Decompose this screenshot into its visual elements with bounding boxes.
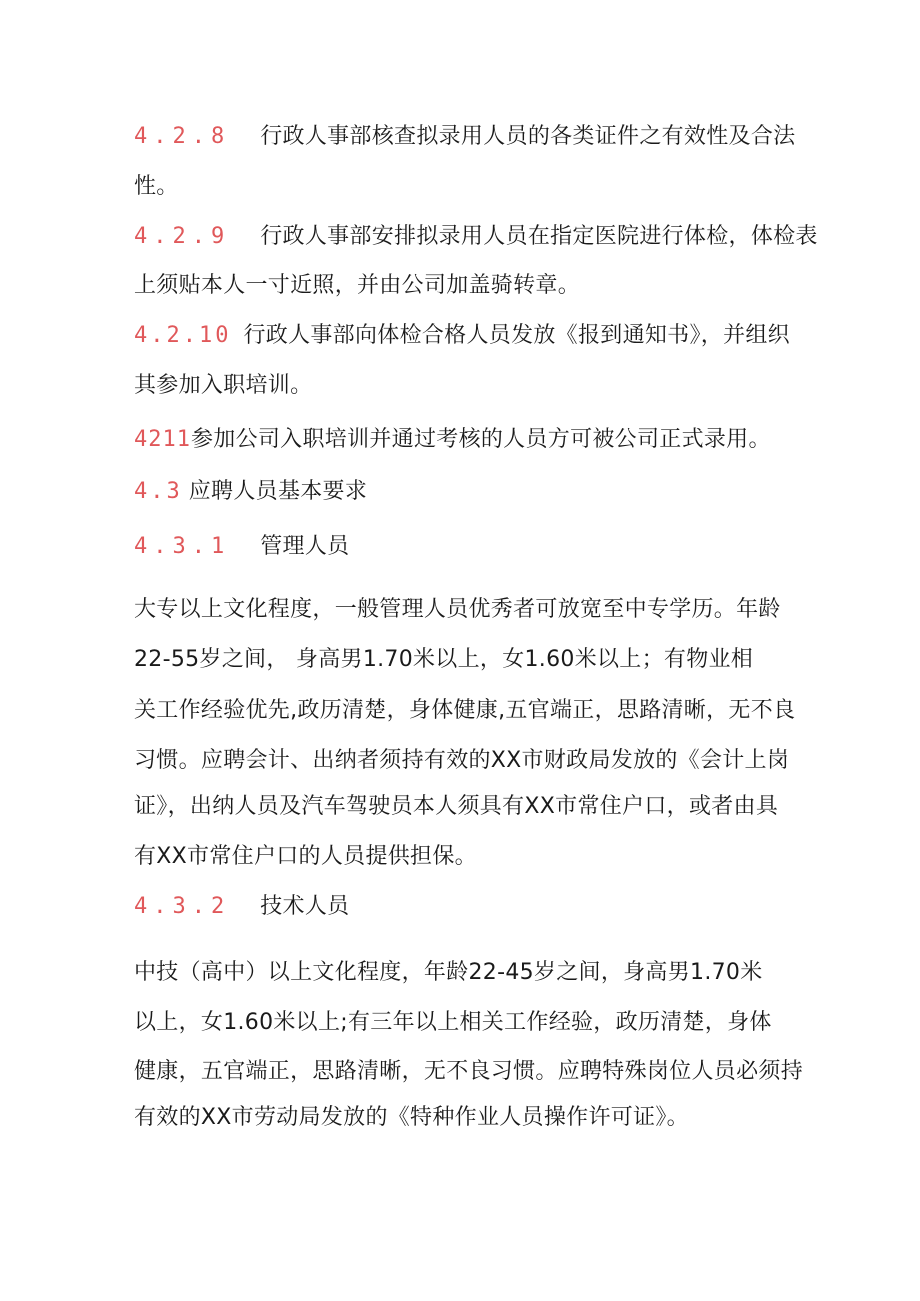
subsection-heading-management <box>134 532 349 562</box>
clause-4-2-9 <box>134 222 818 252</box>
paragraph-line: 大专以上文化程度，一般管理人员优秀者可放宽至中专学历。年龄 <box>134 597 781 622</box>
paragraph-line: 证》，出纳人员及汽车驾驶员本人须具有XX市常住户口，或者由具 <box>134 794 779 819</box>
paragraph-line: 健康，五官端正，思路清晰，无不良习惯。应聘特殊岗位人员必须持 <box>134 1059 804 1084</box>
clause-number: 4211 <box>134 427 191 452</box>
section-heading <box>134 477 367 507</box>
section-number: 4.3 <box>134 479 183 504</box>
clause-4-2-10 <box>134 321 790 351</box>
paragraph-line: 以上，女1.60米以上;有三年以上相关工作经验，政历清楚，身体 <box>134 1010 772 1035</box>
paragraph-line: 中技（高中）以上文化程度，年龄22-45岁之间，身高男1.70米 <box>134 960 763 985</box>
clause-4-2-8 <box>134 122 795 152</box>
clause-4-2-10-continuation: 其参加入职培训。 <box>134 373 313 398</box>
subsection-heading-technical <box>134 892 349 922</box>
clause-text: 参加公司入职培训并通过考核的人员方可被公司正式录用。 <box>190 427 771 452</box>
clause-4-2-8-continuation: 性。 <box>134 174 179 199</box>
paragraph-line: 有效的XX市劳动局发放的《特种作业人员操作许可证》。 <box>134 1105 689 1130</box>
clause-text: 行政人事部安排拟录用人员在指定医院进行体检，体检表 <box>260 224 818 249</box>
subsection-number: 4.3.1 <box>134 534 231 559</box>
clause-4-2-9-continuation: 上须贴本人一寸近照，并由公司加盖骑转章。 <box>134 273 581 298</box>
subsection-title: 技术人员 <box>260 894 350 919</box>
clause-text: 行政人事部核查拟录用人员的各类证件之有效性及合法 <box>260 124 796 149</box>
clause-number: 4.2.10 <box>134 323 232 348</box>
subsection-title: 管理人员 <box>260 534 350 559</box>
paragraph-line: 有XX市常住户口的人员提供担保。 <box>134 844 477 869</box>
paragraph-line: 关工作经验优先,政历清楚，身体健康,五官端正，思路清晰，无不良 <box>134 698 796 723</box>
clause-number: 4.2.9 <box>134 224 231 249</box>
paragraph-line: 22-55岁之间， 身高男1.70米以上，女1.60米以上；有物业相 <box>134 647 754 672</box>
clause-4-2-11 <box>134 425 771 455</box>
clause-text: 行政人事部向体检合格人员发放《报到通知书》，并组织 <box>243 323 790 348</box>
paragraph-line: 习惯。应聘会计、出纳者须持有效的XX市财政局发放的《会计上岗 <box>134 748 790 773</box>
subsection-number: 4.3.2 <box>134 894 231 919</box>
section-title: 应聘人员基本要求 <box>188 479 368 504</box>
clause-number: 4.2.8 <box>134 124 231 149</box>
